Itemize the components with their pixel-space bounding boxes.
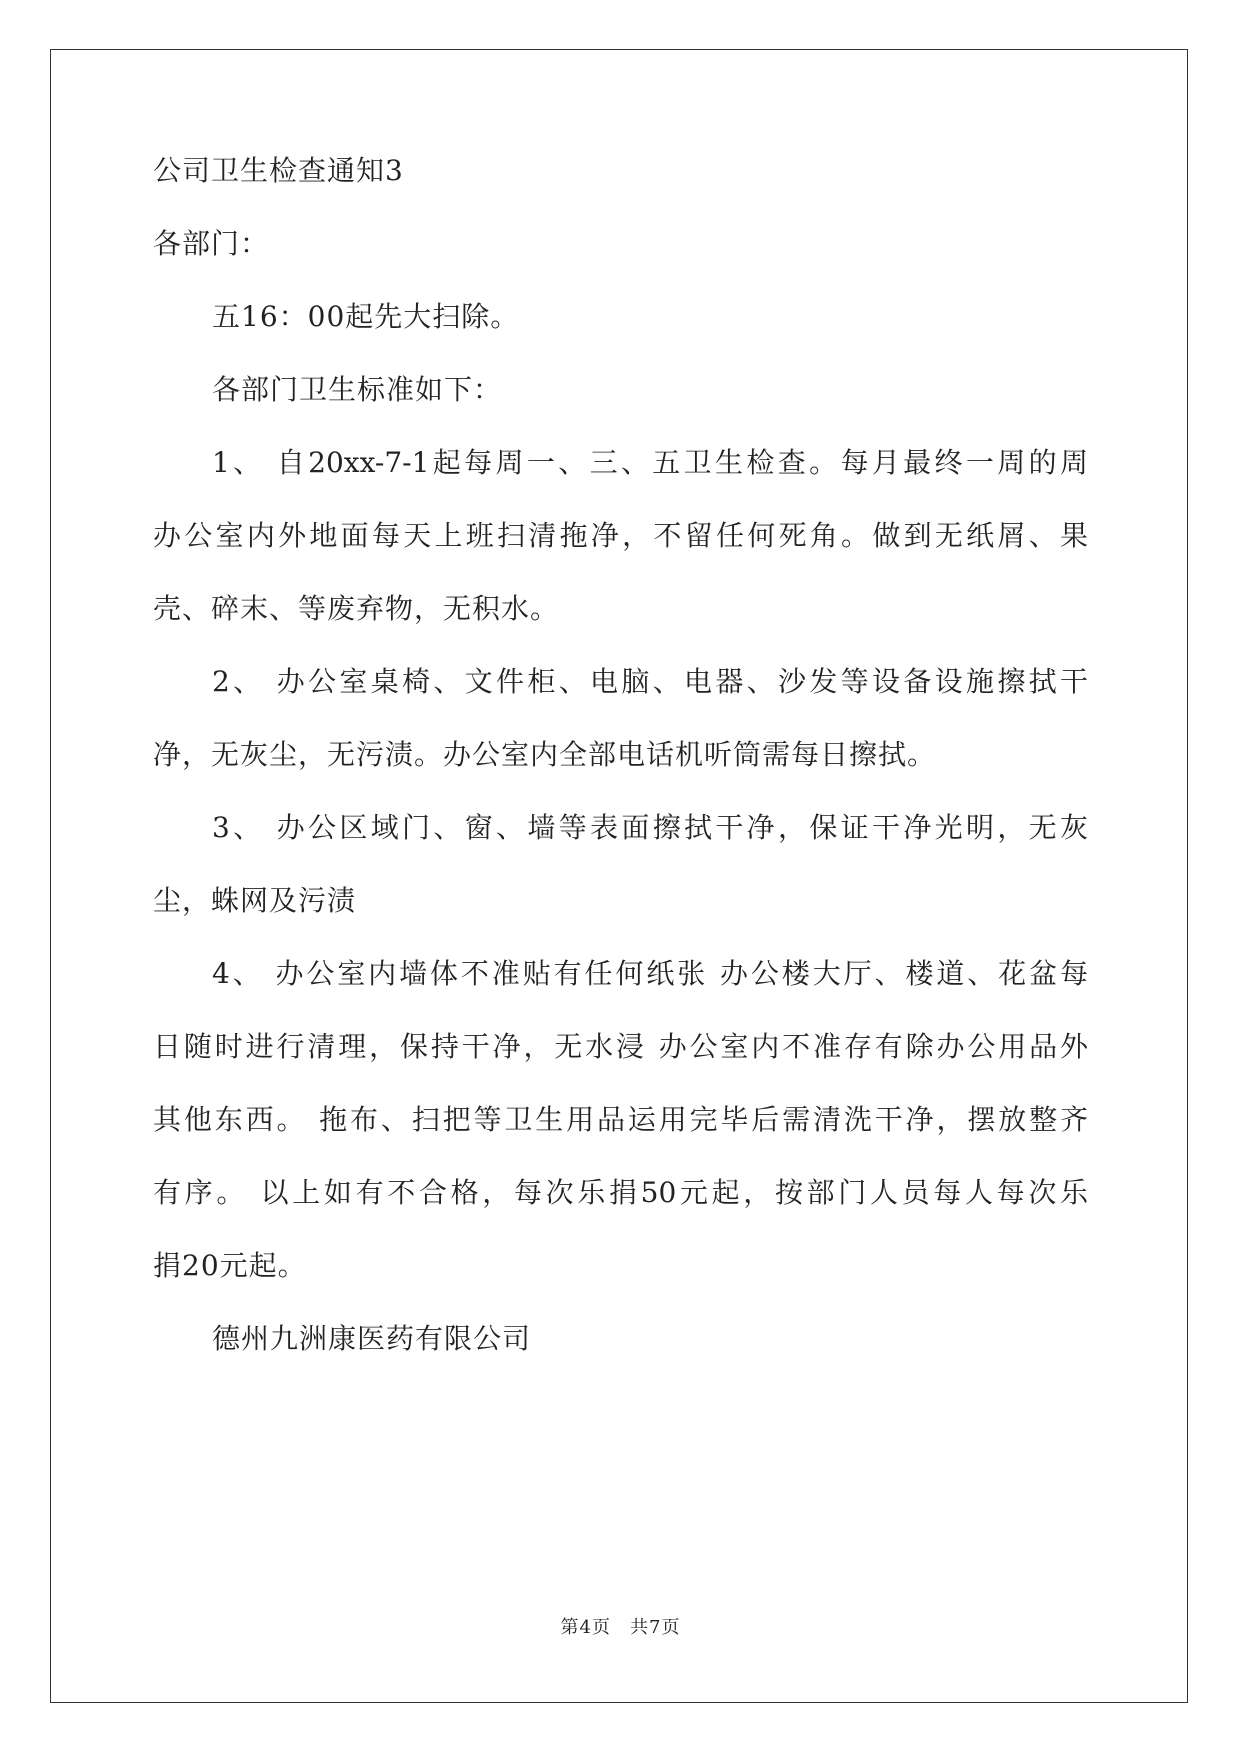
paragraph-line: 有序。 以上如有不合格，每次乐捐50元起，按部门人员每人每次乐: [153, 1176, 1088, 1209]
salutation: 各部门：: [153, 227, 270, 260]
paragraph-line: 4、 办公室内墙体不准贴有任何纸张 办公楼大厅、楼道、花盆每: [212, 957, 1088, 990]
paragraph-line: 日随时进行清理，保持干净，无水浸 办公室内不准存有除办公用品外: [153, 1030, 1088, 1063]
paragraph-line: 捐20元起。: [153, 1249, 307, 1282]
signature: 德州九洲康医药有限公司: [212, 1322, 532, 1355]
paragraph-line: 壳、碎末、等废弃物，无积水。: [153, 592, 560, 625]
document-title: 公司卫生检查通知3: [153, 154, 404, 187]
paragraph-line: 3、 办公区域门、窗、墙等表面擦拭干净，保证干净光明，无灰: [212, 811, 1088, 844]
paragraph-line: 其他东西。 拖布、扫把等卫生用品运用完毕后需清洗干净，摆放整齐: [153, 1103, 1088, 1136]
page-number: 第4页 共7页: [560, 1617, 681, 1638]
paragraph-line: 净，无灰尘，无污渍。办公室内全部电话机听筒需每日擦拭。: [153, 738, 937, 771]
paragraph-line: 各部门卫生标准如下：: [212, 373, 503, 406]
paragraph-line: 五16：00起先大扫除。: [212, 300, 520, 333]
paragraph-line: 办公室内外地面每天上班扫清拖净，不留任何死角。做到无纸屑、果: [153, 519, 1088, 552]
paragraph-line: 1、 自20xx-7-1起每周一、三、五卫生检查。每月最终一周的周: [212, 446, 1088, 479]
paragraph-line: 尘，蛛网及污渍: [153, 884, 357, 917]
page-border: [50, 49, 1188, 1703]
paragraph-line: 2、 办公室桌椅、文件柜、电脑、电器、沙发等设备设施擦拭干: [212, 665, 1088, 698]
